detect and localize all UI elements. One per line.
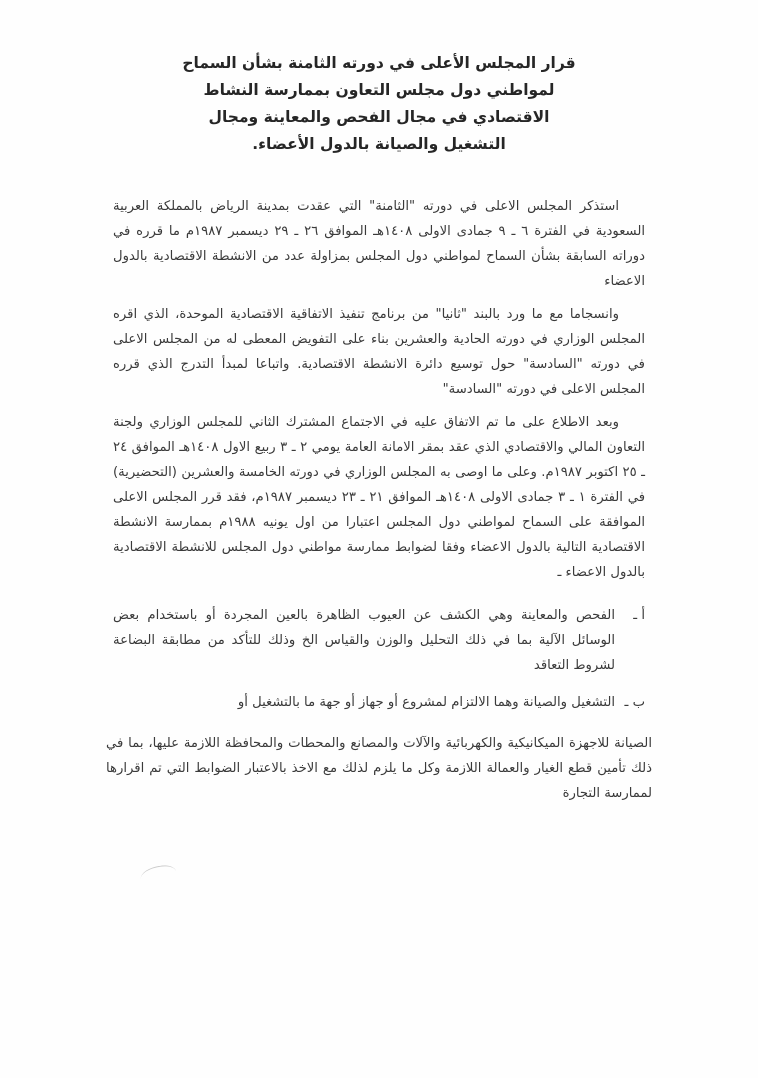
continuation-paragraph: الصيانة للاجهزة الميكانيكية والكهربائية والآلات والمصانع والمحطات والمحافظة اللازمة عليها، بما في ذلك تأمين قطع الغيار والعمالة اللازمة وكل ما يلزم لذلك مع الاخذ بالاعتبار الضوابط التي تم اقرارها لممارسة التجارة — [106, 736, 652, 801]
list-item-b-text: التشغيل والصيانة وهما الالتزام لمشروع أو جهاز أو جهة ما بالتشغيل أو — [237, 695, 615, 710]
paragraph-2: وانسجاما مع ما ورد بالبند "ثانيا" من برنامج تنفيذ الاتفاقية الاقتصادية الموحدة، الذي اقره المجلس الوزاري في دورته الحادية والعشرين بناء على التفويض المعطى له من المجلس الاعلى في دورته "السادسة" حول توسيع دائرة الانشطة الاقتصادية. واتباعا لمبدأ التدرج الذي قرره المجلس الاعلى في دورته "السادسة" — [113, 307, 645, 397]
scan-artifact — [139, 864, 176, 879]
title-line-4: التشغيل والصيانة بالدول الأعضاء. — [252, 135, 506, 153]
list-item-b — [113, 690, 645, 715]
list-item-a-text: الفحص والمعاينة وهي الكشف عن العيوب الظاهرة بالعين المجردة أو باستخدام بعض الوسائل الآلية بما في ذلك التحليل والوزن والقياس الخ وذلك للتأكد من مطابقة البضاعة لشروط التعاقد — [113, 608, 615, 673]
list-marker-b: ب ـ — [624, 695, 645, 710]
title-line-3: الاقتصادي في مجال الفحص والمعاينة ومجال — [208, 108, 550, 126]
paragraph-3: وبعد الاطلاع على ما تم الاتفاق عليه في الاجتماع المشترك الثاني للمجلس الوزاري ولجنة التعاون المالي والاقتصادي الذي عقد بمقر الامانة العامة يومي ٢ ـ ٣ ربيع الاول ١٤٠٨هـ الموافق ٢٤ ـ ٢٥ اكتوبر ١٩٨٧م. وعلى ما اوصى به المجلس الوزاري في دورته الخامسة والعشرين (التحضيرية) في الفترة ١ ـ ٣ جمادى الاولى ١٤٠٨هـ الموافق ٢١ ـ ٢٣ ديسمبر ١٩٨٧م، فقد قرر المجلس الاعلى الموافقة على السماح لمواطني دول المجلس اعتبارا من اول يونيه ١٩٨٨م بممارسة الانشطة الاقتصادية التالية بالدول الاعضاء وفقا لضوابط ممارسة مواطني دول المجلس للانشطة الاقتصادية بالدول الاعضاء ـ — [113, 415, 646, 580]
list-item-a — [113, 603, 645, 678]
document-body — [106, 194, 652, 806]
paragraph-1: استذكر المجلس الاعلى في دورته "الثامنة" التي عقدت بمدينة الرياض بالمملكة العربية السعودية في الفترة ٦ ـ ٩ جمادى الاولى ١٤٠٨هـ الموافق ٢٦ ـ ٢٩ ديسمبر ١٩٨٧م ما قرره في دوراته السابقة بشأن السماح لمواطني دول المجلس بمزاولة عدد من الانشطة الاقتصادية بالدول الاعضاء — [113, 199, 646, 289]
title-line-2: لمواطني دول مجلس التعاون بممارسة النشاط — [203, 81, 555, 99]
document-title — [0, 0, 758, 158]
clause-list — [113, 603, 645, 715]
title-line-1: قرار المجلس الأعلى في دورته الثامنة بشأن السماح — [182, 54, 576, 72]
list-marker-a: أ ـ — [633, 608, 645, 623]
